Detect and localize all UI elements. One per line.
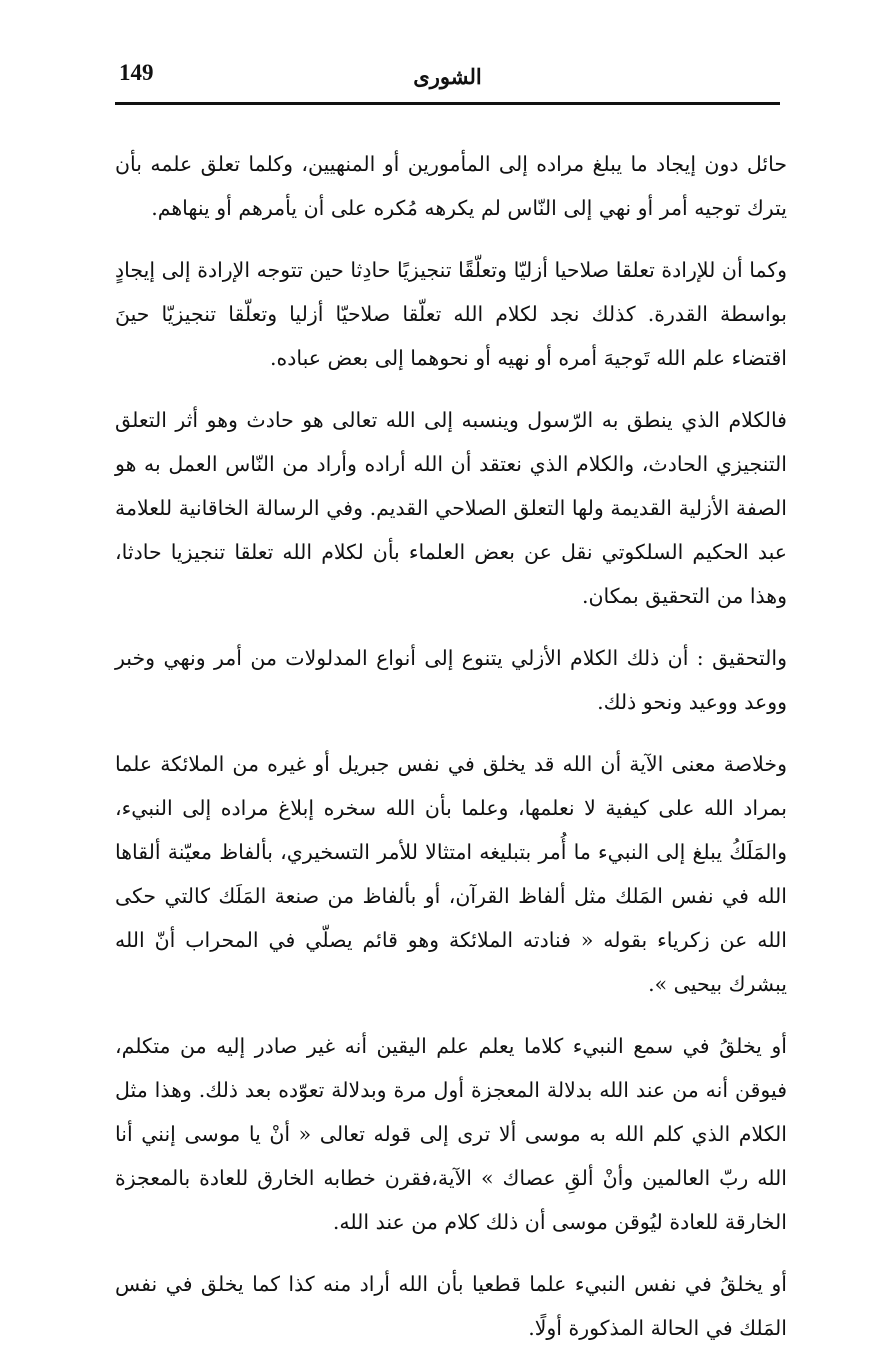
paragraph-7: أو يخلقُ في نفس النبيء علما قطعيا بأن الله أراد منه كذا كما يخلق في نفس المَلك في الحالة المذكورة أولًا.: [115, 1272, 787, 1340]
paragraph-4: والتحقيق : أن ذلك الكلام الأزلي يتنوع إلى أنواع المدلولات من أمر ونهي وخبر ووعد ووعيد ونحو ذلك.: [115, 646, 787, 714]
page-number: 149: [119, 60, 154, 85]
paragraph-6: أو يخلقُ في سمع النبيء كلاما يعلم علم اليقين أنه غير صادر إليه من متكلم، فيوقن أنه من عند الله بدلالة المعجزة أول مرة وبدلالة تعوّده بعد ذلك. وهذا مثل الكلام الذي كلم الله به موسى ألا ترى إلى قوله تعالى « أنْ يا موسى إنني أنا الله ربّ العالمين وأنْ ألقِ عصاك » الآية،فقرن خطابه الخارق للعادة بالمعجزة الخارقة للعادة ليُوقن موسى أن ذلك كلام من عند الله.: [115, 1034, 787, 1234]
paragraph-3: فالكلام الذي ينطق به الرّسول وينسبه إلى الله تعالى هو حادث وهو أثر التعلق التنجيزي الحادث، والكلام الذي نعتقد أن الله أراده وأراد من النّاس العمل به هو الصفة الأزلية القديمة ولها التعلق الصلاحي القديم. وفي الرسالة الخاقانية للعلامة عبد الحكيم السلكوتي نقل عن بعض العلماء بأن لكلام الله تعلقا تنجيزيا حادثا، وهذا من التحقيق بمكان.: [115, 408, 787, 608]
page-header: [115, 58, 780, 104]
paragraph-5: وخلاصة معنى الآية أن الله قد يخلق في نفس جبريل أو غيره من الملائكة علما بمراد الله على كيفية لا نعلمها، وعلما بأن الله سخره إبلاغ مراده إلى النبيء، والمَلَكُ يبلغ إلى النبيء ما أُمر بتبليغه امتثالا للأمر التسخيري، بألفاظ معيّنة ألقاها الله في نفس المَلك مثل ألفاظ القرآن، أو بألفاظ من صنعة المَلَك كالتي حكى الله عن زكرياء بقوله « فنادته الملائكة وهو قائم يصلّي في المحراب أنّ الله يبشرك بيحيى ».: [115, 752, 787, 996]
paragraph-1: حائل دون إيجاد ما يبلغ مراده إلى المأمورين أو المنهيين، وكلما تعلق علمه بأن يترك توجيه أمر أو نهي إلى النّاس لم يكرهه مُكره على أن يأمرهم أو ينهاهم.: [115, 152, 787, 220]
paragraph-2: وكما أن للإرادة تعلقا صلاحيا أزليّا وتعلّقًا تنجيزيًا حادِثا حين تتوجه الإرادة إلى إيجادٍ بواسطة القدرة. كذلك نجد لكلام الله تعلّقا صلاحيّا أزليا وتعلّقا تنجيزيّا حينَ اقتضاء علم الله تَوجيهَ أمره أو نهيه أو نحوهما إلى بعض عباده.: [115, 258, 787, 370]
header-rule: [115, 102, 780, 105]
running-title: الشورى: [413, 64, 482, 89]
body-text: [115, 142, 787, 1368]
